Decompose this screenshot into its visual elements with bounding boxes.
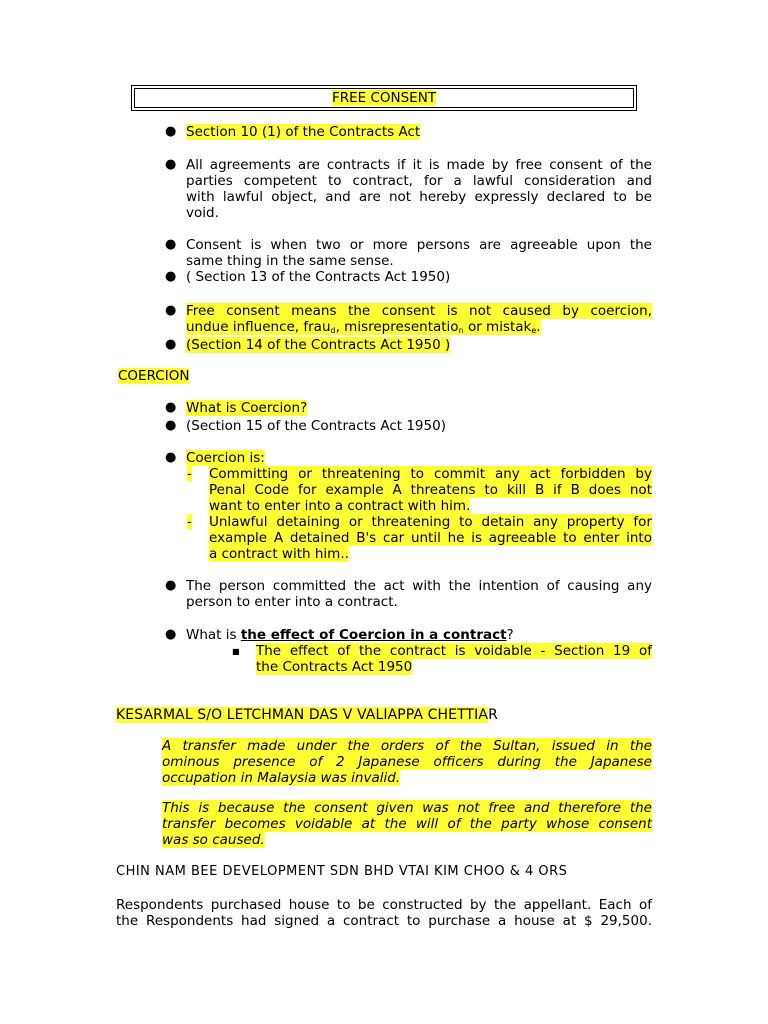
bullet-icon: ● [165,418,177,433]
bullet-icon: ● [165,303,177,318]
case-paragraph: Respondents purchased house to be constructed by the appellant. Each of the Respondents had signed a contract to purchase a house at $ 29,500. [116,897,652,929]
dash-icon: - [187,514,192,530]
bullet-icon: ● [165,269,177,284]
list-item: ( Section 13 of the Contracts Act 1950) [186,269,451,285]
list-item: Section 10 (1) of the Contracts Act [186,124,421,140]
case-title: KESARMAL S/O LETCHMAN DAS V VALIAPPA CHETTIAR [116,707,498,723]
title-box [134,88,634,108]
list-item: Consent is when two or more persons are agreeable upon the same thing in the same sense. [186,237,652,269]
list-item: The person committed the act with the intention of causing any person to enter into a contract. [186,578,652,610]
bullet-icon: ● [165,627,177,642]
list-item: What is the effect of Coercion in a contract? [186,627,514,643]
case-paragraph: This is because the consent given was not free and therefore the transfer becomes voidable at the will of the party whose consent was so caused. [162,800,652,848]
sub-list-item: Committing or threatening to commit any act forbidden by Penal Code for example A threatens to kill B if B does not want to enter into a contract with him. [209,466,652,514]
list-item: What is Coercion? [186,400,308,416]
list-item: All agreements are contracts if it is made by free consent of the parties competent to contract, for a lawful consideration and with lawful object, and are not hereby expressly declared to be void. [186,157,652,221]
page-title: FREE CONSENT [331,90,437,106]
sub-list-item: The effect of the contract is voidable - Section 19 of the Contracts Act 1950 [256,643,652,675]
bullet-icon: ● [165,578,177,593]
case-title: CHIN NAM BEE DEVELOPMENT SDN BHD VTAI KIM CHOO & 4 ORS [116,864,568,879]
bullet-icon: ● [165,450,177,465]
bullet-icon: ● [165,157,177,172]
bullet-icon: ● [165,237,177,252]
case-paragraph: A transfer made under the orders of the Sultan, issued in the ominous presence of 2 Japanese officers during the Japanese occupation in Malaysia was invalid. [162,738,652,786]
sub-list-item: Unlawful detaining or threatening to detain any property for example A detained B's car until he is agreeable to enter into a contract with him.. [209,514,652,562]
dash-icon: - [187,466,192,482]
square-bullet-icon: ■ [232,647,240,656]
bullet-icon: ● [165,337,177,352]
list-item: Coercion is: [186,450,265,466]
list-item: (Section 14 of the Contracts Act 1950 ) [186,337,451,353]
list-item: Free consent means the consent is not caused by coercion, undue influence, frau$_d$, misrepresentatio$_n$ or mistak$_e$. [186,303,652,335]
coercion-heading: COERCION [118,368,190,384]
list-item: (Section 15 of the Contracts Act 1950) [186,418,446,434]
bullet-icon: ● [165,400,177,415]
bullet-icon: ● [165,124,177,139]
